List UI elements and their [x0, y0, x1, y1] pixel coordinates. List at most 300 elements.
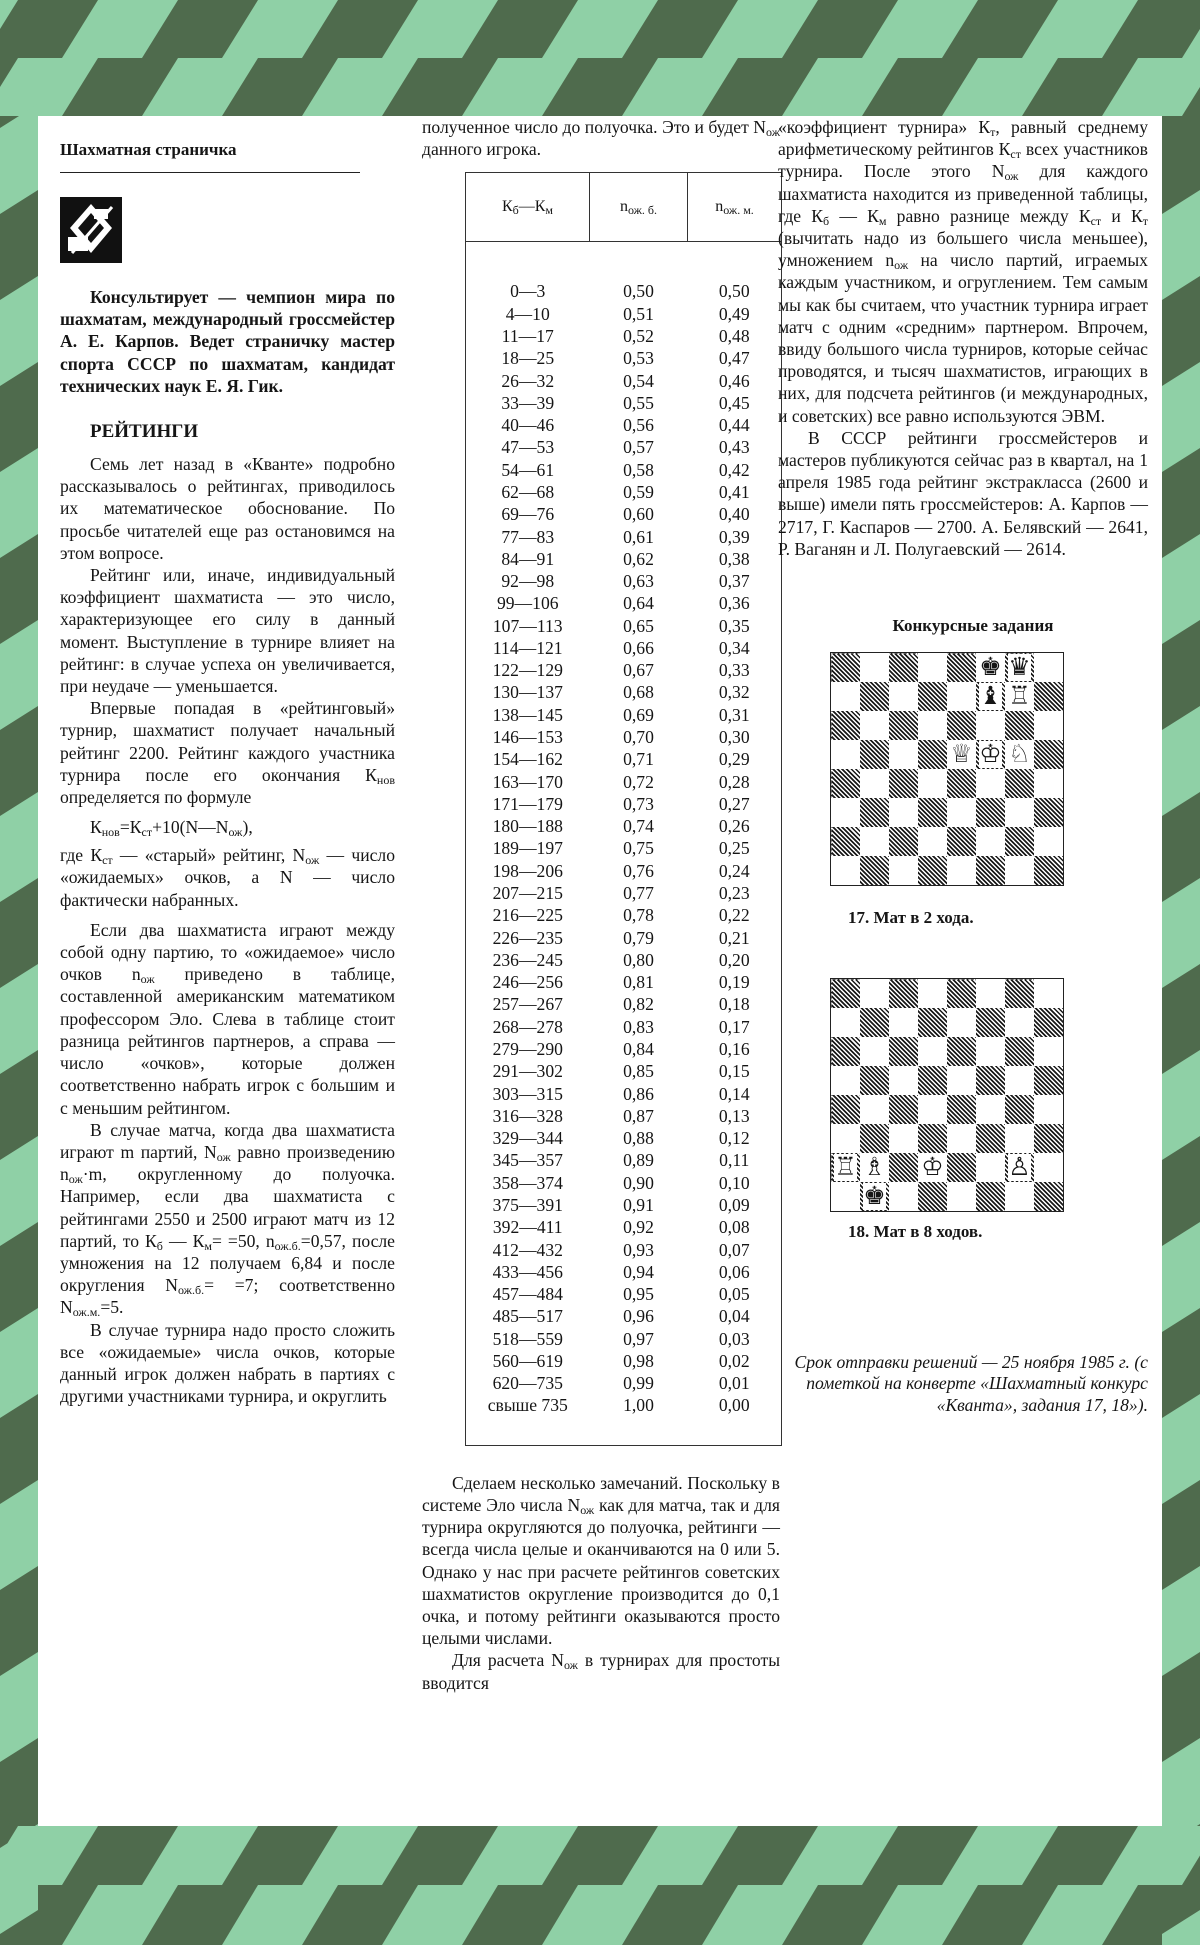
chess-logo-icon: [60, 197, 122, 263]
board-square: [860, 1153, 889, 1182]
rating-formula: $К_{нов}=К_{ст}+10(N—N_{ож})$,: [90, 817, 253, 840]
table-cell: 0,47: [718, 348, 750, 369]
table-cell: 0,34: [718, 637, 750, 658]
board-square: [831, 1037, 861, 1066]
section-title: РЕЙТИНГИ: [90, 421, 199, 443]
table-row: [466, 526, 782, 548]
board-square: [831, 1182, 861, 1212]
table-row: [466, 1105, 782, 1127]
table-cell: 0,79: [623, 927, 654, 948]
board-square: [918, 653, 947, 683]
table-cell: 0,42: [718, 459, 750, 480]
table-cell: 0,11: [719, 1150, 750, 1171]
table-row: [466, 1038, 782, 1060]
board-square: [976, 856, 1005, 886]
board-square: [947, 1124, 976, 1153]
board-square: [918, 979, 947, 1009]
table-cell: 0,82: [623, 994, 654, 1015]
board-square: [831, 856, 861, 886]
board-square: [976, 979, 1005, 1009]
table-cell: 0,39: [718, 526, 750, 547]
table-row: [466, 1216, 782, 1238]
board-square: [889, 1182, 918, 1212]
table-cell: 0,75: [623, 838, 654, 859]
paragraph: «коэффициент турнира» $К_т$, равный среднему арифметическому рейтингов $К_{ст}$ всех участников турнира. После этого $N_{ож}$ для каждого шахматиста находится из приведенной таблицы, где $К_б$ — $К_м$ равно разнице между $К_{ст}$ и $К_т$ (вычитать надо из большего числа меньшее), умножением $n_{ож}$ на число партий, играемых каждым участником, и огруглением. Тем самым мы как бы считаем, что участник турнира играет матч с одним «средним» партнером. Впрочем, ввиду большого числа турниров, которые сейчас проводятся, и тысяч шахматистов, играющих в них, для подсчета рейтингов (и международных, и советских) все равно используются ЭВМ.: [778, 117, 1148, 426]
table-cell: 0,45: [718, 392, 750, 413]
board-square: [947, 1095, 976, 1124]
board-square: [860, 711, 889, 740]
table-cell: 0,62: [623, 548, 654, 569]
table-cell: 0,69: [623, 704, 654, 725]
board-square: [918, 827, 947, 856]
board-square: [947, 1037, 976, 1066]
table-cell: 560—619: [492, 1350, 563, 1371]
table-cell: 0,80: [623, 949, 654, 970]
chess-piece: ♚: [979, 654, 1002, 682]
board-square: [1034, 979, 1064, 1009]
table-row: [466, 1261, 782, 1283]
table-cell: 54—61: [501, 459, 555, 480]
table-cell: 329—344: [492, 1128, 563, 1149]
board-square: [831, 827, 861, 856]
table-cell: 0,18: [718, 994, 750, 1015]
deadline-note: Срок отправки решений — 25 ноября 1985 г. (с пометкой на конверте «Шахматный конкурс «Кванта», задания 17, 18»).: [794, 1352, 1148, 1415]
chess-piece: ♖: [834, 1154, 857, 1182]
table-row: [466, 726, 782, 748]
table-cell: 0,96: [623, 1306, 654, 1327]
table-cell: 412—432: [492, 1239, 563, 1260]
table-cell: 114—121: [492, 637, 563, 658]
table-row: [466, 1060, 782, 1082]
board-square: [918, 1182, 947, 1212]
table-cell: 0,23: [718, 883, 750, 903]
table-cell: 0,10: [718, 1172, 750, 1193]
table-cell: 0,38: [718, 548, 750, 569]
board-square: [889, 1037, 918, 1066]
table-cell: 0,12: [718, 1128, 750, 1149]
table-cell: 0,93: [623, 1239, 654, 1260]
board-square: [889, 827, 918, 856]
board-square: [976, 827, 1005, 856]
board-square: [976, 740, 1005, 769]
table-row: [466, 704, 782, 726]
table-row: [466, 1283, 782, 1305]
table-row: [466, 637, 782, 659]
board-square: [1005, 1153, 1034, 1182]
table-cell: 99—106: [496, 593, 559, 614]
table-cell: 0,64: [623, 593, 654, 614]
table-cell: 0,22: [718, 905, 750, 926]
board-square: [860, 1037, 889, 1066]
column-2: [422, 116, 780, 1694]
table-row: [466, 971, 782, 993]
table-cell: 303—315: [492, 1083, 563, 1104]
chess-piece: ♛: [1008, 654, 1031, 682]
paragraph: Для расчета $N_{ож}$ в турнирах для простоты вводится: [422, 1650, 781, 1693]
board-square: [918, 1008, 947, 1037]
board-square: [889, 769, 918, 798]
board-square: [918, 1124, 947, 1153]
board-square: [1034, 1095, 1064, 1124]
board-square: [947, 711, 976, 740]
contest-title: Конкурсные задания: [892, 616, 1054, 636]
table-cell: 0,63: [623, 571, 654, 592]
table-row: [466, 503, 782, 525]
table-cell: 0,60: [623, 504, 654, 525]
table-row: [466, 1394, 782, 1445]
table-cell: 122—129: [492, 660, 563, 681]
board-square: [1005, 979, 1034, 1009]
table-cell: 0,30: [718, 727, 750, 748]
table-cell: 0,58: [623, 459, 654, 480]
table-cell: 0,20: [718, 949, 750, 970]
board-square: [860, 1008, 889, 1037]
board-square: [976, 1182, 1005, 1212]
board-square: [918, 740, 947, 769]
table-row: [466, 242, 782, 303]
board-square: [1034, 653, 1064, 683]
board-square: [947, 979, 976, 1009]
table-cell: 457—484: [492, 1284, 563, 1305]
board-square: [889, 1095, 918, 1124]
board-square: [889, 798, 918, 827]
table-cell: 0,28: [718, 771, 750, 792]
board-square: [831, 1153, 861, 1182]
table-cell: 0,52: [623, 325, 654, 346]
board-square: [1034, 798, 1064, 827]
table-cell: 26—32: [501, 370, 555, 391]
table-cell: 0,84: [623, 1038, 654, 1059]
board-square: [1034, 769, 1064, 798]
table-cell: 0,94: [623, 1261, 654, 1282]
table-cell: 0,40: [718, 504, 750, 525]
table-row: [466, 325, 782, 347]
board-square: [947, 856, 976, 886]
chess-piece: ♔: [921, 1154, 944, 1182]
table-cell: 268—278: [492, 1016, 563, 1037]
table-cell: 92—98: [501, 571, 555, 592]
table-row: [466, 748, 782, 770]
board-square: [860, 740, 889, 769]
table-cell: 154—162: [492, 749, 563, 770]
table-cell: 0,46: [718, 370, 750, 391]
board-square: [1005, 856, 1034, 886]
table-row: [466, 659, 782, 681]
table-row: [466, 815, 782, 837]
board-square: [947, 798, 976, 827]
table-cell: 0,31: [718, 704, 750, 725]
table-row: [466, 949, 782, 971]
board-square: [889, 740, 918, 769]
table-cell: 291—302: [492, 1061, 563, 1082]
table-cell: 0,61: [623, 526, 654, 547]
table-cell: 0,44: [718, 415, 750, 436]
table-cell: 0,98: [623, 1350, 654, 1371]
table-cell: 345—357: [492, 1150, 563, 1171]
table-cell: 0,01: [718, 1373, 750, 1394]
table-cell: 0,25: [718, 838, 750, 859]
board-square: [889, 856, 918, 886]
table-row: [466, 1194, 782, 1216]
chess-piece: ♚: [863, 1183, 886, 1211]
table-cell: 279—290: [492, 1038, 563, 1059]
table-row: [466, 860, 782, 882]
table-cell: 0,13: [718, 1105, 750, 1126]
table-cell: 0,03: [718, 1328, 750, 1349]
board-square: [1034, 827, 1064, 856]
table-cell: 0,74: [623, 816, 654, 837]
table-cell: 0,55: [623, 392, 654, 413]
table-cell: свыше 735: [487, 1395, 568, 1416]
board-square: [860, 1182, 889, 1212]
paragraph: В случае турнира надо просто сложить все «ожидаемые» числа очков, которые данный игрок должен набрать в партиях с другими участниками турнира, и округлить: [60, 1319, 395, 1407]
table-cell: 0,37: [718, 571, 750, 592]
table-cell: 0,68: [623, 682, 654, 703]
board-square: [1005, 1037, 1034, 1066]
board-square: [889, 682, 918, 711]
table-cell: 0,70: [623, 727, 654, 748]
board-square: [831, 1066, 861, 1095]
board-square: [918, 856, 947, 886]
board-square: [889, 979, 918, 1009]
table-cell: 0,36: [718, 593, 750, 614]
board-square: [1034, 682, 1064, 711]
table-row: [466, 592, 782, 614]
table-cell: 0,87: [623, 1105, 654, 1126]
table-cell: 0,90: [623, 1172, 654, 1193]
table-row: [466, 1016, 782, 1038]
board-square: [860, 827, 889, 856]
table-cell: 146—153: [492, 727, 563, 748]
table-row: [466, 436, 782, 458]
table-row: [466, 370, 782, 392]
table-cell: 0,53: [623, 348, 654, 369]
board-square: [889, 1066, 918, 1095]
table-cell: 0,21: [718, 927, 750, 948]
table-cell: 0,41: [718, 481, 750, 502]
board-square: [976, 798, 1005, 827]
table-row: [466, 1172, 782, 1194]
table-row: [466, 347, 782, 369]
board-square: [860, 979, 889, 1009]
table-cell: 0,65: [623, 615, 654, 636]
table-cell: 198—206: [492, 860, 563, 881]
table-cell: 485—517: [492, 1306, 563, 1327]
table-cell: 0,92: [623, 1217, 654, 1238]
board-square: [831, 798, 861, 827]
paragraph: Рейтинг или, иначе, индивидуальный коэффициент шахматиста — это число, характеризующее его силу в данный момент. Выступление в турнире влияет на рейтинг: в случае успеха он увеличивается, при неудаче — уменьшается.: [60, 565, 395, 697]
table-cell: 0,05: [718, 1284, 750, 1305]
board-square: [918, 1153, 947, 1182]
table-row: [466, 1305, 782, 1327]
table-row: [466, 303, 782, 325]
paragraph: Впервые попадая в «рейтинговый» турнир, шахматист получает начальный рейтинг 2200. Рейтинг каждого участника турнира после его окончания $К_{нов}$ определяется по формуле: [60, 698, 395, 808]
table-cell: 0,54: [623, 370, 654, 391]
board-square: [860, 769, 889, 798]
table-cell: 0,06: [718, 1261, 750, 1282]
table-cell: 0,09: [718, 1194, 750, 1215]
chess-piece: ♘: [1008, 741, 1031, 769]
table-row: [466, 1149, 782, 1171]
table-cell: 163—170: [492, 771, 563, 792]
table-row: [466, 548, 782, 570]
paragraph: В СССР рейтинги гроссмейстеров и мастеров публикуются сейчас раз в квартал, на 1 апреля 1985 года рейтинг экстракласса (2600 и выше) имели пять гроссмейстеров: А. Карпов — 2717, Г. Каспаров — 2700. А. Белявский — 2641, Р. Ваганян и Л. Полугаевский — 2614.: [778, 427, 1148, 559]
table-cell: 189—197: [492, 838, 563, 859]
table-cell: 0,16: [718, 1038, 750, 1059]
table-cell: 433—456: [492, 1261, 563, 1282]
board-square: [831, 711, 861, 740]
table-row: [466, 615, 782, 637]
board-square: [1005, 1124, 1034, 1153]
board-square: [1005, 711, 1034, 740]
board-square: [831, 682, 861, 711]
table-cell: 0,48: [718, 325, 750, 346]
board-square: [1034, 856, 1064, 886]
table-row: [466, 459, 782, 481]
table-cell: 0,14: [718, 1083, 750, 1104]
table-cell: 138—145: [492, 704, 563, 725]
table-header-cell: $n_{ож. б.}$: [590, 173, 688, 242]
section-header: Шахматная страничка: [60, 140, 360, 173]
table-cell: 0,27: [718, 793, 750, 814]
table-cell: 0,97: [623, 1328, 654, 1349]
table-cell: 0,51: [623, 303, 654, 324]
table-cell: 4—10: [505, 303, 550, 324]
table-row: [466, 837, 782, 859]
board-square: [1005, 740, 1034, 769]
board-square: [1034, 1124, 1064, 1153]
paragraph: полученное число до полуочка. Это и будет $N_{ож}$ данного игрока.: [422, 117, 780, 160]
table-cell: 0,66: [623, 637, 654, 658]
board-square: [947, 769, 976, 798]
puzzle-caption-18: 18. Мат в 8 ходов.: [848, 1222, 983, 1242]
table-cell: 358—374: [492, 1172, 563, 1193]
table-cell: 11—17: [501, 325, 554, 346]
table-cell: 518—559: [492, 1328, 563, 1349]
board-square: [1034, 1008, 1064, 1037]
table-cell: 0,24: [718, 860, 750, 881]
rating-table: [465, 172, 782, 1445]
table-cell: 0,50: [718, 281, 750, 302]
board-square: [976, 711, 1005, 740]
table-cell: 0,76: [623, 860, 654, 881]
table-cell: 0,86: [623, 1083, 654, 1104]
table-cell: 0,59: [623, 481, 654, 502]
table-cell: 0,50: [623, 281, 654, 302]
board-square: [889, 711, 918, 740]
table-cell: 0,89: [623, 1150, 654, 1171]
board-square: [947, 682, 976, 711]
table-cell: 257—267: [492, 994, 563, 1015]
table-cell: 0,67: [623, 660, 654, 681]
table-cell: 0,35: [718, 615, 750, 636]
chess-diagram-18: [830, 978, 1148, 1212]
board-square: [918, 1095, 947, 1124]
chess-piece: ♕: [950, 741, 973, 769]
board-square: [976, 1124, 1005, 1153]
board-square: [1005, 1008, 1034, 1037]
chess-piece: ♗: [863, 1154, 886, 1182]
table-row: [466, 771, 782, 793]
board-square: [1005, 769, 1034, 798]
board-square: [918, 1037, 947, 1066]
table-row: [466, 414, 782, 436]
table-cell: 0,19: [718, 972, 750, 993]
board-square: [1034, 1182, 1064, 1212]
board-square: [947, 740, 976, 769]
table-cell: 0,83: [623, 1016, 654, 1037]
table-cell: 18—25: [501, 348, 555, 369]
table-row: [466, 481, 782, 503]
table-cell: 0,95: [623, 1284, 654, 1305]
table-row: [466, 882, 782, 904]
table-cell: 0,26: [718, 816, 750, 837]
board-square: [918, 798, 947, 827]
column-3: [778, 116, 1148, 1416]
chess-piece: ♔: [979, 741, 1002, 769]
board-square: [947, 653, 976, 683]
board-square: [976, 653, 1005, 683]
table-cell: 0,81: [623, 972, 654, 993]
board-square: [1005, 1095, 1034, 1124]
board-square: [918, 1066, 947, 1095]
table-row: [466, 904, 782, 926]
table-row: [466, 1083, 782, 1105]
board-square: [976, 1095, 1005, 1124]
table-cell: 246—256: [492, 972, 563, 993]
board-square: [947, 1182, 976, 1212]
table-cell: 0,77: [623, 883, 654, 903]
board-square: [860, 1095, 889, 1124]
table-cell: 620—735: [492, 1373, 563, 1394]
table-row: [466, 570, 782, 592]
table-row: [466, 392, 782, 414]
chess-piece: ♙: [1008, 1154, 1031, 1182]
table-cell: 84—91: [501, 548, 555, 569]
table-cell: 180—188: [492, 816, 563, 837]
board-square: [1005, 798, 1034, 827]
table-cell: 0,04: [718, 1306, 750, 1327]
table-header-cell: $К_б—К_м$: [466, 173, 590, 242]
board-square: [1005, 827, 1034, 856]
table-cell: 0,57: [623, 437, 654, 458]
board-square: [860, 1124, 889, 1153]
board-square: [889, 1008, 918, 1037]
table-cell: 0,00: [718, 1395, 750, 1416]
chess-diagram-17: [830, 652, 1148, 886]
board-square: [1034, 1066, 1064, 1095]
table-cell: 77—83: [501, 526, 555, 547]
table-cell: 316—328: [492, 1105, 563, 1126]
paragraph: Семь лет назад в «Кванте» подробно рассказывалось о рейтингах, приводилось их математическое обоснование. По просьбе читателей еще раз остановимся на этом вопросе.: [60, 454, 395, 563]
board-square: [976, 1037, 1005, 1066]
board-square: [1034, 711, 1064, 740]
table-cell: 0,71: [623, 749, 654, 770]
table-cell: 392—411: [492, 1217, 563, 1238]
table-row: [466, 681, 782, 703]
table-cell: 0—3: [510, 281, 546, 302]
table-cell: 0,02: [718, 1350, 750, 1371]
table-cell: 0,15: [718, 1061, 750, 1082]
column-1: [60, 116, 395, 1407]
board-square: [1005, 653, 1034, 683]
board-square: [976, 769, 1005, 798]
board-square: [831, 1124, 861, 1153]
board-square: [889, 1124, 918, 1153]
table-cell: 69—76: [501, 504, 555, 525]
table-cell: 171—179: [492, 793, 563, 814]
board-square: [1034, 1037, 1064, 1066]
